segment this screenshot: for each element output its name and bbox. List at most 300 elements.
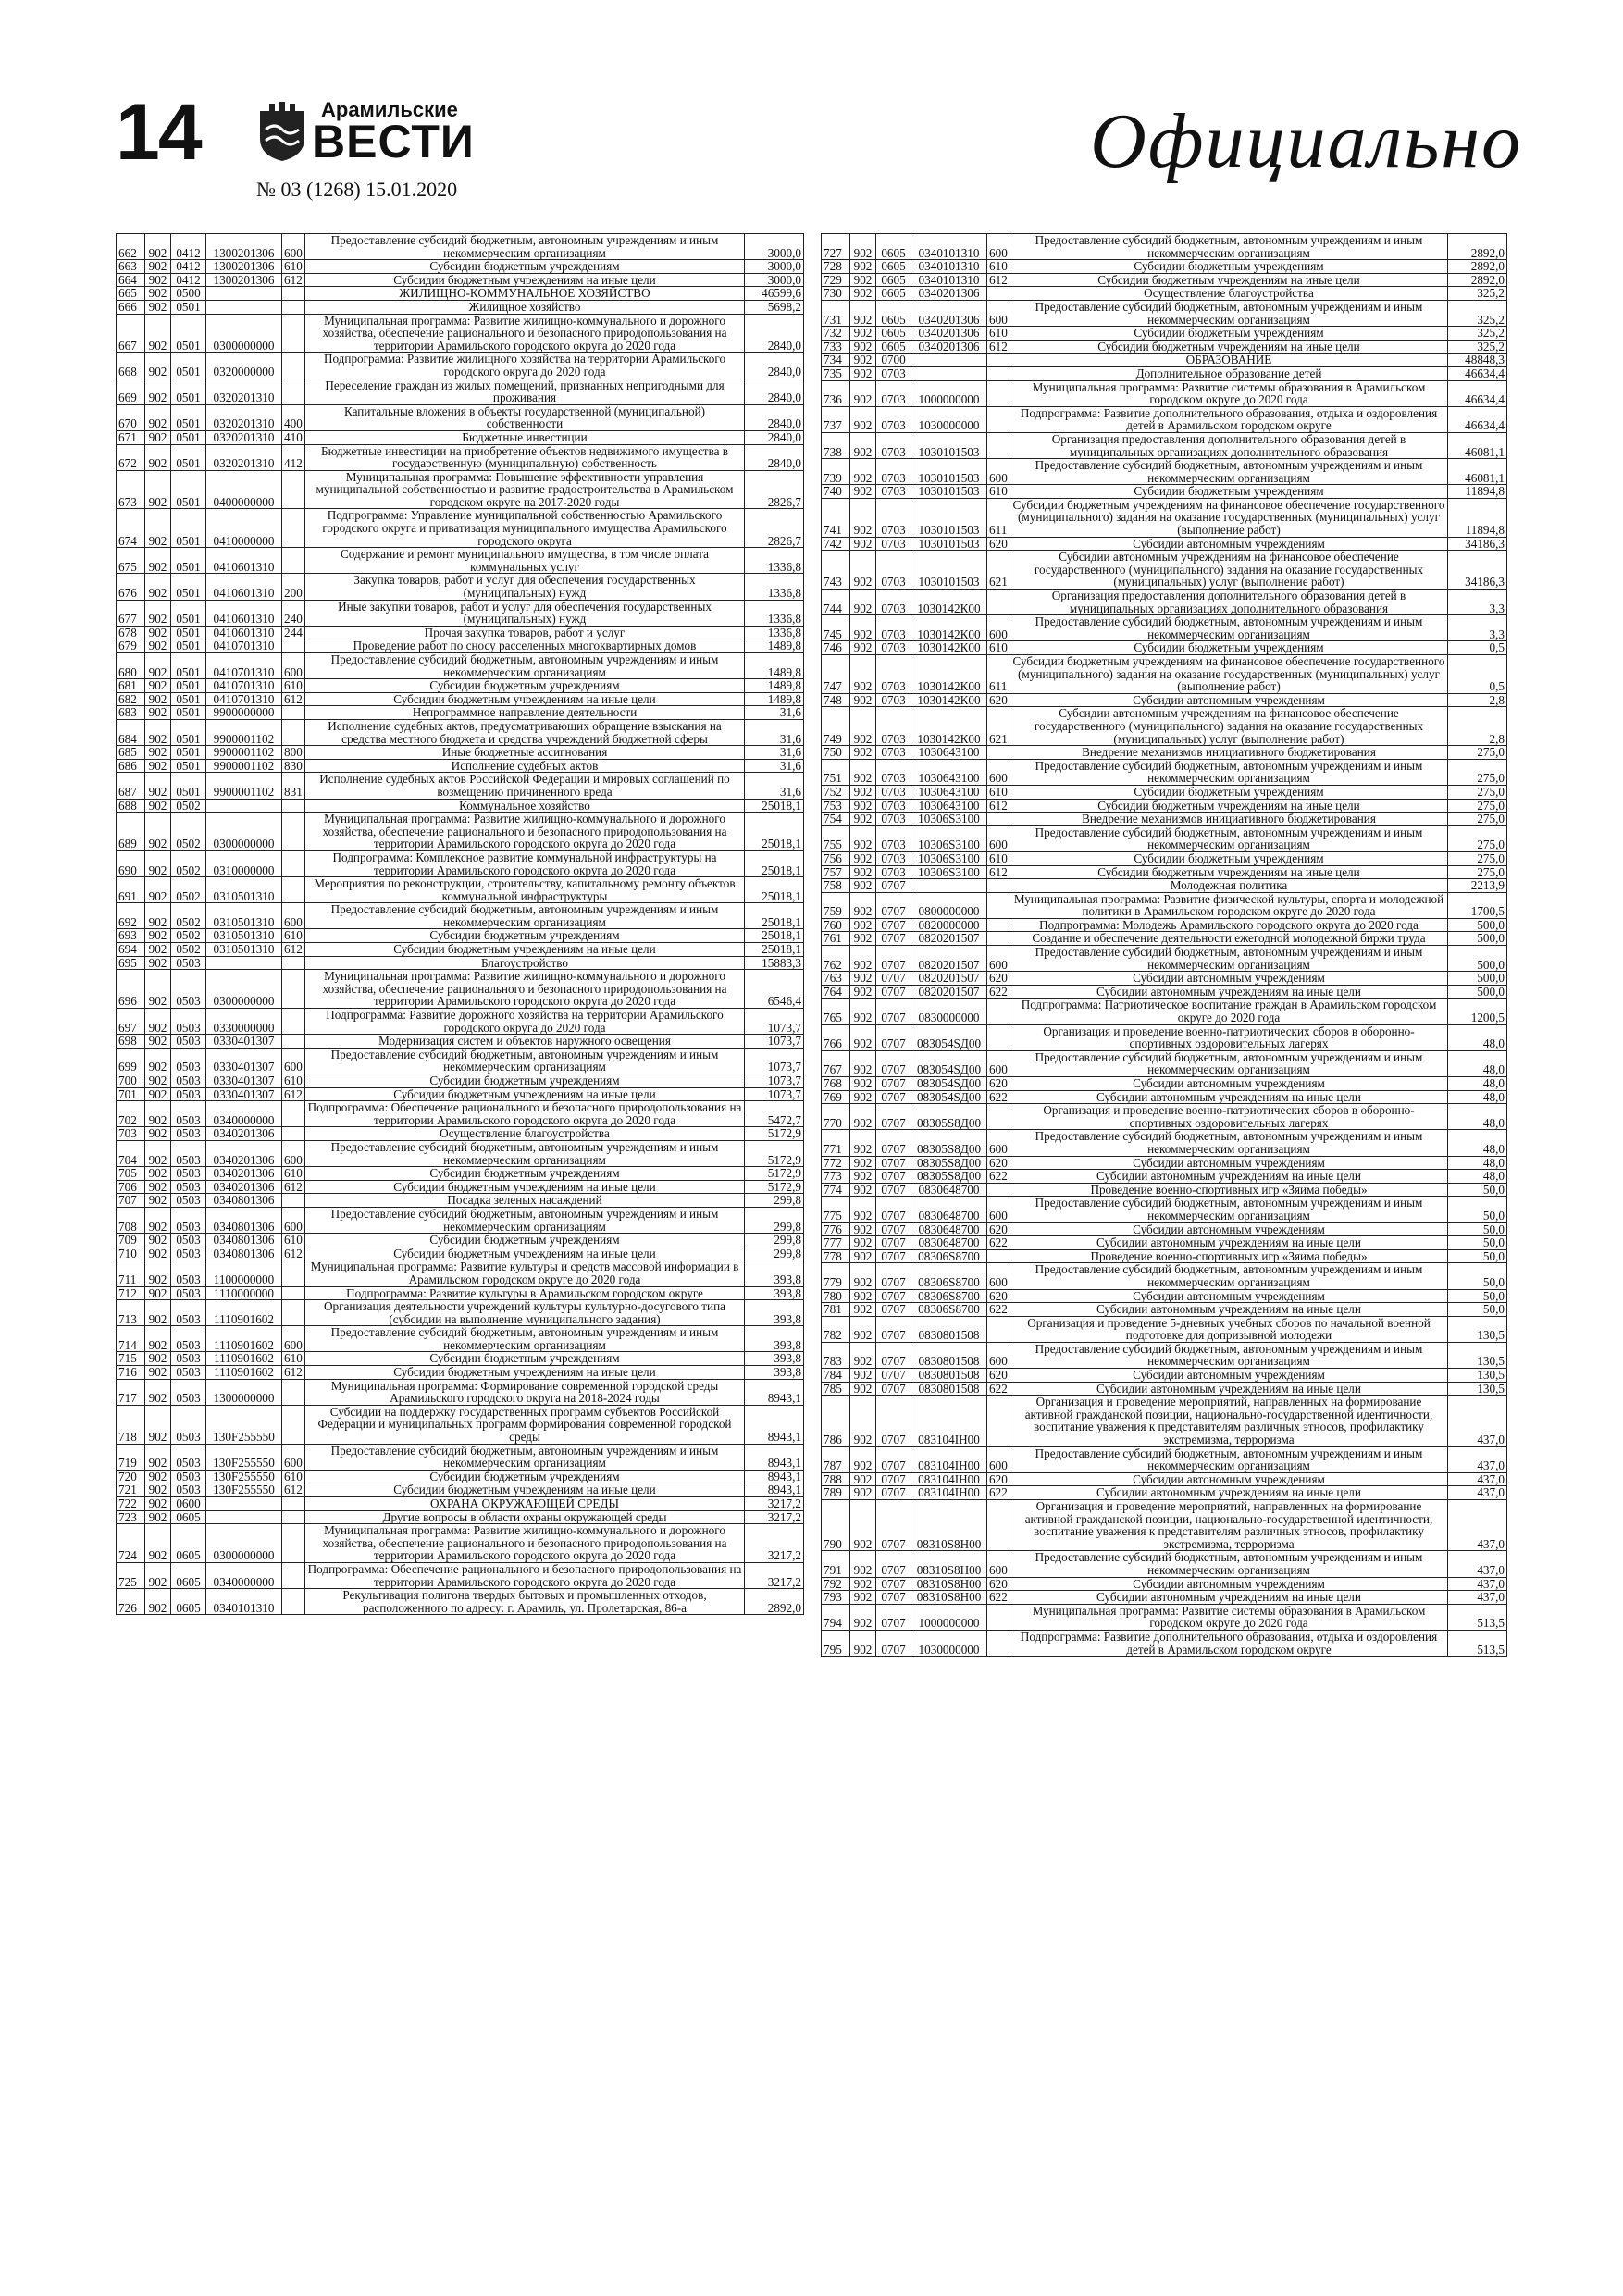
row-number-cell: 783 (822, 1342, 850, 1368)
amount-cell: 5172,9 (745, 1127, 804, 1141)
amount-cell: 8943,1 (745, 1470, 804, 1483)
table-row (822, 234, 1507, 260)
section-code-cell: 0501 (171, 679, 206, 693)
row-number-cell: 676 (117, 574, 145, 600)
table-row (822, 1156, 1507, 1170)
table-row (117, 759, 804, 773)
amount-cell: 48848,3 (1448, 354, 1507, 367)
section-code-cell: 0707 (876, 1249, 911, 1263)
table-row (117, 970, 804, 1009)
amount-cell: 1489,8 (745, 653, 804, 679)
expense-type-cell: 612 (987, 340, 1010, 354)
item-name-cell: Жилищное хозяйство (305, 300, 745, 314)
row-number-cell: 767 (822, 1050, 850, 1076)
amount-cell: 2,8 (1448, 707, 1507, 746)
item-name-cell: Предоставление субсидий бюджетным, автономным учреждениям и иным некоммерческим организациям (1010, 946, 1448, 972)
admin-code-cell: 902 (145, 1234, 171, 1247)
row-number-cell: 706 (117, 1180, 145, 1194)
row-number-cell: 713 (117, 1300, 145, 1326)
section-code-cell: 0703 (876, 707, 911, 746)
section-code-cell: 0703 (876, 432, 911, 458)
row-number-cell: 745 (822, 615, 850, 641)
amount-cell: 500,0 (1448, 918, 1507, 932)
target-article-cell: 0320201310 (206, 430, 282, 444)
item-name-cell: Субсидии бюджетным учреждениям (305, 1470, 745, 1483)
section-code-cell: 0605 (876, 287, 911, 301)
table-row (822, 1077, 1507, 1091)
table-row (117, 877, 804, 903)
expense-type-cell: 620 (987, 972, 1010, 986)
admin-code-cell: 902 (850, 1249, 876, 1263)
admin-code-cell: 902 (145, 470, 171, 509)
section-code-cell: 0707 (876, 1382, 911, 1396)
table-row (117, 706, 804, 720)
target-article-cell: 0340101310 (911, 260, 987, 274)
expense-type-cell: 612 (282, 273, 305, 287)
target-article-cell: 0830648700 (911, 1197, 987, 1222)
admin-code-cell: 902 (850, 273, 876, 287)
expense-type-cell: 610 (282, 679, 305, 693)
row-number-cell: 732 (822, 327, 850, 341)
row-number-cell: 699 (117, 1048, 145, 1074)
item-name-cell: Организация предоставления дополнительного образования детей в муниципальных организациях дополнительного образования (1010, 432, 1448, 458)
admin-code-cell: 902 (850, 590, 876, 615)
table-row (822, 1289, 1507, 1303)
table-row (117, 574, 804, 600)
table-row (822, 590, 1507, 615)
section-code-cell: 0707 (876, 1577, 911, 1591)
admin-code-cell: 902 (145, 404, 171, 430)
row-number-cell: 720 (117, 1470, 145, 1483)
expense-type-cell (282, 287, 305, 301)
table-row (822, 972, 1507, 986)
row-number-cell: 724 (117, 1524, 145, 1563)
expense-type-cell: 612 (282, 692, 305, 706)
expense-type-cell: 600 (987, 1263, 1010, 1289)
section-code-cell: 0703 (876, 825, 911, 851)
target-article-cell: 0340201306 (206, 1180, 282, 1194)
row-number-cell: 717 (117, 1379, 145, 1405)
row-number-cell: 707 (117, 1194, 145, 1208)
expense-type-cell: 620 (987, 1577, 1010, 1591)
table-row (117, 1470, 804, 1483)
target-article-cell (911, 879, 987, 893)
section-code-cell: 0503 (171, 1405, 206, 1444)
brand-title: ВЕСТИ (312, 116, 475, 168)
section-code-cell: 0707 (876, 1077, 911, 1091)
table-row (822, 985, 1507, 999)
target-article-cell: 0410701310 (206, 653, 282, 679)
item-name-cell: Муниципальная программа: Развитие физической культуры, спорта и молодежной политики в Арамильском городском округе до 2020 года (1010, 892, 1448, 918)
section-code-cell: 0707 (876, 918, 911, 932)
admin-code-cell: 902 (850, 1316, 876, 1342)
item-name-cell: Предоставление субсидий бюджетным, автономным учреждениям и иным некоммерческим организациям (305, 1207, 745, 1233)
section-code-cell: 0605 (876, 340, 911, 354)
amount-cell: 50,0 (1448, 1249, 1507, 1263)
row-number-cell: 703 (117, 1127, 145, 1141)
amount-cell: 2840,0 (745, 314, 804, 353)
item-name-cell: Бюджетные инвестиции на приобретение объектов недвижимого имущества в государственную (муниципальную) собственность (305, 444, 745, 470)
expense-type-cell: 240 (282, 600, 305, 626)
target-article-cell: 0830648700 (911, 1236, 987, 1250)
item-name-cell: Подпрограмма: Обеспечение рационального и безопасного природопользования на территории Арамильского городского округа до 2020 года (305, 1101, 745, 1127)
row-number-cell: 691 (117, 877, 145, 903)
target-article-cell: 0310501310 (206, 903, 282, 929)
expense-type-cell (987, 287, 1010, 301)
section-code-cell: 0703 (876, 615, 911, 641)
item-name-cell: Организация и проведение мероприятий, направленных на формирование активной гражданской позиции, национально-государственной идентичности, воспитание уважения к представителям различных этносов, профилактику экстремизма, терроризма (1010, 1396, 1448, 1446)
expense-type-cell: 622 (987, 1303, 1010, 1317)
target-article-cell: 0340101310 (206, 1589, 282, 1615)
row-number-cell: 687 (117, 773, 145, 799)
table-row (822, 300, 1507, 326)
admin-code-cell: 902 (850, 1382, 876, 1396)
target-article-cell: 1110901602 (206, 1366, 282, 1380)
expense-type-cell: 620 (987, 1472, 1010, 1486)
item-name-cell: Субсидии бюджетным учреждениям на иные цели (305, 1180, 745, 1194)
row-number-cell: 685 (117, 746, 145, 760)
expense-type-cell (987, 432, 1010, 458)
target-article-cell (206, 1510, 282, 1524)
item-name-cell: Дополнительное образование детей (1010, 366, 1448, 380)
target-article-cell (911, 366, 987, 380)
row-number-cell: 693 (117, 929, 145, 943)
row-number-cell: 777 (822, 1236, 850, 1250)
amount-cell: 393,8 (745, 1352, 804, 1366)
expense-type-cell: 600 (987, 946, 1010, 972)
table-row (822, 1446, 1507, 1472)
table-row (822, 1577, 1507, 1591)
budget-table-left (116, 233, 804, 1615)
amount-cell: 2892,0 (745, 1589, 804, 1615)
table-row (822, 406, 1507, 432)
expense-type-cell: 622 (987, 1382, 1010, 1396)
table-row (117, 1510, 804, 1524)
admin-code-cell: 902 (850, 1170, 876, 1184)
item-name-cell: Предоставление субсидий бюджетным, автономным учреждениям и иным некоммерческим организациям (305, 1326, 745, 1352)
section-code-cell: 0703 (876, 590, 911, 615)
item-name-cell: Субсидии автономным учреждениям на иные цели (1010, 985, 1448, 999)
item-name-cell: Муниципальная программа: Формирование современной городской среды Арамильского городского округа на 2018-2024 годы (305, 1379, 745, 1405)
amount-cell: 437,0 (1448, 1591, 1507, 1605)
expense-type-cell (987, 380, 1010, 406)
section-code-cell: 0501 (171, 353, 206, 379)
item-name-cell: Внедрение механизмов инициативного бюджетирования (1010, 746, 1448, 760)
row-number-cell: 766 (822, 1024, 850, 1050)
amount-cell: 8943,1 (745, 1379, 804, 1405)
expense-type-cell: 612 (282, 1366, 305, 1380)
amount-cell: 15883,3 (745, 956, 804, 970)
admin-code-cell: 902 (145, 1048, 171, 1074)
amount-cell: 275,0 (1448, 813, 1507, 826)
amount-cell: 0,5 (1448, 655, 1507, 694)
target-article-cell: 0330401307 (206, 1035, 282, 1049)
admin-code-cell: 902 (850, 813, 876, 826)
table-row (822, 551, 1507, 590)
admin-code-cell: 902 (850, 1236, 876, 1250)
left-column (116, 233, 804, 1615)
target-article-cell: 0340201306 (911, 300, 987, 326)
table-row (822, 354, 1507, 367)
section-code-cell: 0503 (171, 1074, 206, 1088)
section-code-cell: 0412 (171, 273, 206, 287)
row-number-cell: 747 (822, 655, 850, 694)
target-article-cell: 083104ІН00 (911, 1486, 987, 1500)
expense-type-cell: 620 (987, 1077, 1010, 1091)
item-name-cell: Субсидии бюджетным учреждениям на иные цели (1010, 273, 1448, 287)
section-code-cell: 0700 (876, 354, 911, 367)
target-article-cell: 0340801306 (206, 1247, 282, 1260)
target-article-cell: 083054ЅД00 (911, 1024, 987, 1050)
section-code-cell: 0502 (171, 929, 206, 943)
expense-type-cell: 610 (987, 641, 1010, 655)
amount-cell: 31,6 (745, 719, 804, 745)
table-row (822, 1104, 1507, 1130)
target-article-cell: 0310501310 (206, 877, 282, 903)
expense-type-cell: 612 (282, 1087, 305, 1101)
table-row (117, 1074, 804, 1088)
amount-cell: 50,0 (1448, 1303, 1507, 1317)
table-row (822, 879, 1507, 893)
item-name-cell: ОБРАЗОВАНИЕ (1010, 354, 1448, 367)
table-row (117, 1260, 804, 1286)
amount-cell: 1073,7 (745, 1048, 804, 1074)
item-name-cell: Бюджетные инвестиции (305, 430, 745, 444)
section-code-cell: 0707 (876, 1446, 911, 1472)
expense-type-cell (282, 509, 305, 548)
row-number-cell: 666 (117, 300, 145, 314)
target-article-cell: 10306S3100 (911, 825, 987, 851)
admin-code-cell: 902 (145, 1524, 171, 1563)
table-row (822, 380, 1507, 406)
section-code-cell: 0501 (171, 653, 206, 679)
table-row (117, 1207, 804, 1233)
item-name-cell: Субсидии бюджетным учреждениям (1010, 485, 1448, 499)
target-article-cell: 0340201306 (206, 1140, 282, 1166)
admin-code-cell: 902 (850, 1342, 876, 1368)
expense-type-cell (282, 548, 305, 574)
expense-type-cell (282, 813, 305, 851)
admin-code-cell: 902 (145, 746, 171, 760)
section-code-cell: 0707 (876, 1604, 911, 1630)
section-code-cell: 0703 (876, 865, 911, 879)
expense-type-cell (987, 746, 1010, 760)
row-number-cell: 768 (822, 1077, 850, 1091)
row-number-cell: 680 (117, 653, 145, 679)
amount-cell: 275,0 (1448, 851, 1507, 865)
expense-type-cell: 610 (987, 260, 1010, 274)
table-row (117, 1234, 804, 1247)
expense-type-cell (282, 1510, 305, 1524)
admin-code-cell: 902 (850, 1630, 876, 1656)
item-name-cell: Предоставление субсидий бюджетным, автономным учреждениям и иным некоммерческим организациям (1010, 300, 1448, 326)
admin-code-cell: 902 (145, 509, 171, 548)
section-code-cell: 0412 (171, 234, 206, 260)
target-article-cell: 083054ЅД00 (911, 1077, 987, 1091)
target-article-cell: 0410601310 (206, 626, 282, 639)
target-article-cell: 1110901602 (206, 1326, 282, 1352)
table-row (117, 1048, 804, 1074)
target-article-cell: 0830648700 (911, 1183, 987, 1197)
item-name-cell: Проведение военно-спортивных игр «Зяима победы» (1010, 1249, 1448, 1263)
table-row (117, 379, 804, 404)
amount-cell: 3217,2 (745, 1510, 804, 1524)
amount-cell: 2840,0 (745, 444, 804, 470)
amount-cell: 437,0 (1448, 1551, 1507, 1577)
item-name-cell: Организация и проведение военно-патриотических сборов в оборонно-спортивных оздоровительных лагерях (1010, 1104, 1448, 1130)
target-article-cell: 0410701310 (206, 639, 282, 653)
admin-code-cell: 902 (850, 865, 876, 879)
table-row (822, 892, 1507, 918)
item-name-cell: Субсидии бюджетным учреждениям (1010, 851, 1448, 865)
table-row (822, 498, 1507, 537)
section-code-cell: 0605 (171, 1524, 206, 1563)
target-article-cell: 9900001102 (206, 773, 282, 799)
expense-type-cell: 600 (987, 459, 1010, 485)
item-name-cell: Подпрограмма: Развитие жилищного хозяйства на территории Арамильского городского округа до 2020 года (305, 353, 745, 379)
amount-cell: 48,0 (1448, 1130, 1507, 1156)
expense-type-cell (987, 590, 1010, 615)
expense-type-cell: 612 (282, 1180, 305, 1194)
admin-code-cell: 902 (145, 1167, 171, 1181)
target-article-cell: 1300201306 (206, 234, 282, 260)
admin-code-cell: 902 (850, 1486, 876, 1500)
admin-code-cell: 902 (850, 707, 876, 746)
table-row (117, 653, 804, 679)
row-number-cell: 715 (117, 1352, 145, 1366)
admin-code-cell: 902 (850, 655, 876, 694)
expense-type-cell (282, 799, 305, 813)
admin-code-cell: 902 (850, 459, 876, 485)
expense-type-cell: 622 (987, 1591, 1010, 1605)
section-code-cell: 0501 (171, 692, 206, 706)
row-number-cell: 759 (822, 892, 850, 918)
amount-cell: 50,0 (1448, 1236, 1507, 1250)
section-code-cell: 0605 (876, 327, 911, 341)
item-name-cell: Субсидии бюджетным учреждениям (305, 1234, 745, 1247)
amount-cell: 48,0 (1448, 1090, 1507, 1104)
expense-type-cell (282, 1300, 305, 1326)
admin-code-cell: 902 (850, 1500, 876, 1551)
item-name-cell: Субсидии автономным учреждениям на иные цели (1010, 1170, 1448, 1184)
section-code-cell: 0502 (171, 799, 206, 813)
admin-code-cell: 902 (850, 485, 876, 499)
target-article-cell: 08306S8700 (911, 1249, 987, 1263)
section-code-cell: 0503 (171, 1379, 206, 1405)
table-row (822, 327, 1507, 341)
section-code-cell: 0503 (171, 1470, 206, 1483)
amount-cell: 3,3 (1448, 590, 1507, 615)
expense-type-cell: 800 (282, 746, 305, 760)
section-code-cell: 0707 (876, 946, 911, 972)
expense-type-cell: 620 (987, 537, 1010, 551)
target-article-cell: 10306S3100 (911, 851, 987, 865)
admin-code-cell: 902 (850, 1090, 876, 1104)
item-name-cell: Субсидии бюджетным учреждениям (305, 1352, 745, 1366)
section-code-cell: 0703 (876, 537, 911, 551)
row-number-cell: 723 (117, 1510, 145, 1524)
row-number-cell: 722 (117, 1497, 145, 1511)
table-row (117, 1140, 804, 1166)
admin-code-cell: 902 (850, 1604, 876, 1630)
admin-code-cell: 902 (850, 1591, 876, 1605)
section-code-cell: 0500 (171, 287, 206, 301)
amount-cell: 325,2 (1448, 287, 1507, 301)
item-name-cell: Прочая закупка товаров, работ и услуг (305, 626, 745, 639)
target-article-cell: 9900001102 (206, 746, 282, 760)
amount-cell: 50,0 (1448, 1263, 1507, 1289)
row-number-cell: 695 (117, 956, 145, 970)
row-number-cell: 669 (117, 379, 145, 404)
expense-type-cell (987, 1630, 1010, 1656)
expense-type-cell (987, 1500, 1010, 1551)
row-number-cell: 674 (117, 509, 145, 548)
admin-code-cell: 902 (850, 918, 876, 932)
row-number-cell: 775 (822, 1197, 850, 1222)
expense-type-cell: 611 (987, 655, 1010, 694)
target-article-cell: 083104ІН00 (911, 1446, 987, 1472)
amount-cell: 513,5 (1448, 1630, 1507, 1656)
target-article-cell: 1030643100 (911, 759, 987, 785)
item-name-cell: Подпрограмма: Развитие дорожного хозяйства на территории Арамильского городского округа до 2020 года (305, 1009, 745, 1035)
admin-code-cell: 902 (850, 892, 876, 918)
expense-type-cell (987, 932, 1010, 946)
row-number-cell: 774 (822, 1183, 850, 1197)
section-code-cell: 0707 (876, 999, 911, 1024)
target-article-cell: 0300000000 (206, 1524, 282, 1563)
item-name-cell: Молодежная политика (1010, 879, 1448, 893)
item-name-cell: ЖИЛИЩНО-КОММУНАЛЬНОЕ ХОЗЯЙСТВО (305, 287, 745, 301)
amount-cell: 275,0 (1448, 759, 1507, 785)
target-article-cell: 0410000000 (206, 509, 282, 548)
expense-type-cell: 600 (987, 1050, 1010, 1076)
target-article-cell: 0330401307 (206, 1048, 282, 1074)
target-article-cell: 0340801306 (206, 1194, 282, 1208)
amount-cell: 25018,1 (745, 903, 804, 929)
item-name-cell: Субсидии бюджетным учреждениям (1010, 260, 1448, 274)
target-article-cell: 08310S8Н00 (911, 1591, 987, 1605)
target-article-cell: 0830801508 (911, 1369, 987, 1383)
section-code-cell: 0501 (171, 444, 206, 470)
table-row (822, 615, 1507, 641)
target-article-cell: 08310S8Н00 (911, 1577, 987, 1591)
admin-code-cell: 902 (145, 692, 171, 706)
section-code-cell: 0703 (876, 641, 911, 655)
section-code-cell: 0605 (171, 1589, 206, 1615)
table-row (822, 1342, 1507, 1368)
row-number-cell: 692 (117, 903, 145, 929)
row-number-cell: 791 (822, 1551, 850, 1577)
target-article-cell: 0340201306 (911, 327, 987, 341)
item-name-cell: Подпрограмма: Комплексное развитие коммунальной инфраструктуры на территории Арамильского городского округа до 2020 года (305, 850, 745, 876)
expense-type-cell: 611 (987, 498, 1010, 537)
item-name-cell: Исполнение судебных актов Российской Федерации и мировых соглашений по возмещению причиненного вреда (305, 773, 745, 799)
item-name-cell: Модернизация систем и объектов наружного освещения (305, 1035, 745, 1049)
admin-code-cell: 902 (850, 1289, 876, 1303)
admin-code-cell: 902 (145, 653, 171, 679)
row-number-cell: 710 (117, 1247, 145, 1260)
row-number-cell: 730 (822, 287, 850, 301)
amount-cell: 46634,4 (1448, 380, 1507, 406)
table-row (822, 1551, 1507, 1577)
expense-type-cell: 612 (987, 799, 1010, 813)
section-code-cell: 0501 (171, 639, 206, 653)
section-code-cell: 0707 (876, 1183, 911, 1197)
row-number-cell: 793 (822, 1591, 850, 1605)
section-code-cell: 0707 (876, 1170, 911, 1184)
expense-type-cell (282, 1589, 305, 1615)
expense-type-cell: 600 (282, 1326, 305, 1352)
